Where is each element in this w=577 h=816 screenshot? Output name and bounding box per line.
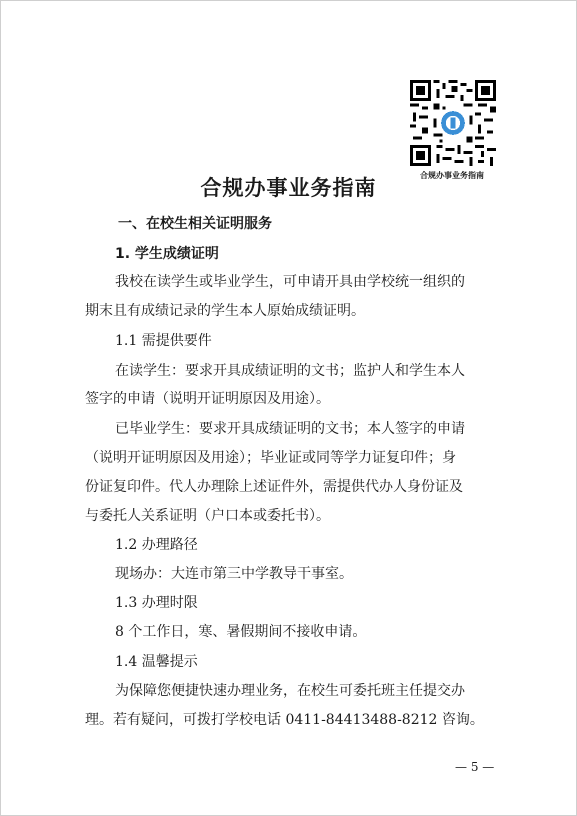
intro-line-1: 我校在读学生或毕业学生，可申请开具由学校统一组织的 [115, 274, 465, 290]
current-students-line-1: 在读学生：要求开具成绩证明的文书；监护人和学生本人 [115, 363, 465, 379]
tips-heading: 1.4 温馨提示 [115, 654, 198, 670]
tips-line-2: 理。若有疑问，可拨打学校电话 0411-84413488-8212 咨询。 [85, 712, 484, 728]
graduates-line-3: 份证复印件。代人办理除上述证件外，需提供代办人身份证及 [85, 479, 463, 495]
materials-heading: 1.1 需提供要件 [115, 333, 212, 349]
route-heading: 1.2 办理路径 [115, 537, 198, 553]
page-title: 合规办事业务指南 [200, 175, 377, 200]
route-text: 现场办：大连市第三中学教导干事室。 [115, 566, 353, 582]
graduates-line-1: 已毕业学生：要求开具成绩证明的文书；本人签字的申请 [115, 421, 465, 437]
intro-line-2: 期末且有成绩记录的学生本人原始成绩证明。 [85, 303, 365, 319]
page-number: — 5 — [455, 760, 495, 774]
section-heading: 一、在校生相关证明服务 [118, 216, 272, 232]
qr-code [410, 80, 496, 166]
qr-caption: 合规办事业务指南 [420, 171, 484, 180]
tips-line-1: 为保障您便捷快速办理业务，在校生可委托班主任提交办 [115, 683, 465, 699]
current-students-line-2: 签字的申请（说明开证明原因及用途）。 [85, 391, 330, 407]
qr-code-icon [410, 80, 496, 166]
graduates-line-4: 与委托人关系证明（户口本或委托书）。 [85, 508, 330, 524]
time-text: 8 个工作日，寒、暑假期间不接收申请。 [115, 624, 367, 640]
time-heading: 1.3 办理时限 [115, 595, 198, 611]
item-heading: 1. 学生成绩证明 [115, 246, 219, 262]
graduates-line-2: （说明开证明原因及用途）；毕业证或同等学力证复印件；身 [85, 450, 456, 466]
